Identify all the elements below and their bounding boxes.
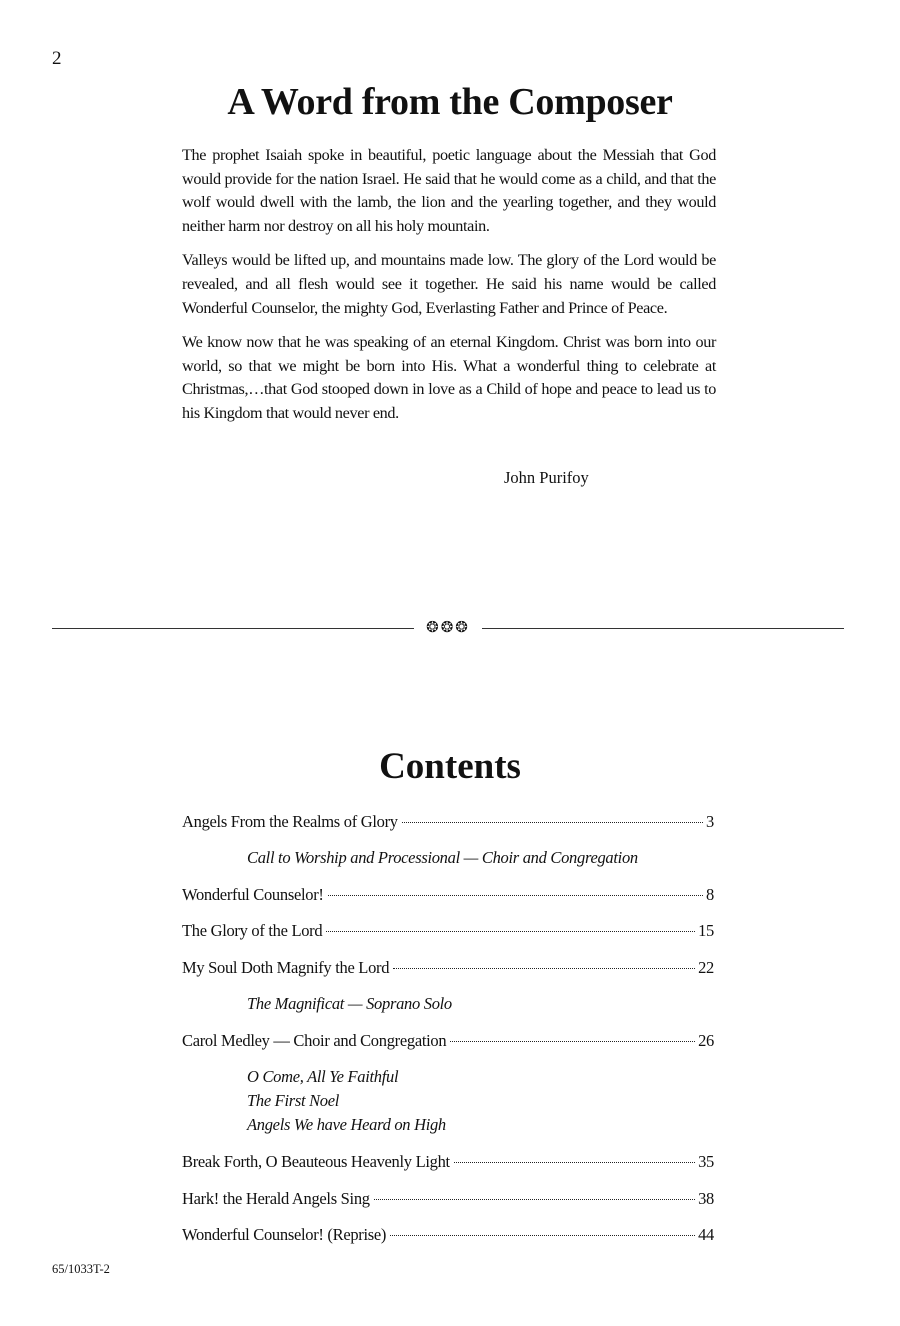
toc-leader-dots [402, 822, 703, 823]
contents-title: Contents [379, 746, 521, 787]
composer-word-body [182, 144, 716, 437]
toc-entry-title: Hark! the Herald Angels Sing [182, 1189, 370, 1208]
toc-subtitle: Angels We have Heard on High [247, 1115, 446, 1134]
toc-entry [182, 1031, 714, 1051]
page-number: 2 [52, 48, 62, 69]
toc-entry-title: Angels From the Realms of Glory [182, 812, 398, 831]
toc-entry [182, 885, 714, 905]
toc-entry-title: The Glory of the Lord [182, 921, 323, 940]
toc-entry [182, 921, 714, 941]
toc-entry [182, 1152, 714, 1172]
divider-line-left [52, 628, 414, 629]
composer-word-title: A Word from the Composer [227, 81, 673, 123]
toc-entry-page: 3 [706, 812, 714, 831]
toc-entry [182, 1189, 714, 1209]
toc-entry-page: 44 [698, 1225, 714, 1244]
divider-line-right [482, 628, 844, 629]
toc-subtitle: O Come, All Ye Faithful [247, 1067, 399, 1086]
toc-entry-title: Wonderful Counselor! [182, 885, 324, 904]
toc-entry-title: My Soul Doth Magnify the Lord [182, 958, 390, 977]
toc-entry [182, 958, 714, 978]
toc-entry-page: 15 [698, 921, 714, 940]
toc-leader-dots [326, 931, 695, 932]
intro-paragraph: We know now that he was speaking of an eternal Kingdom. Christ was born into our world, so that we might be born into His. What a wonderful thing to celebrate at Christmas,…that God stooped down in love as a Child of hope and peace to lead us to his Kingdom that would never end. [182, 333, 716, 422]
toc-entry-page: 8 [706, 885, 714, 904]
toc-subtitle: The Magnificat — Soprano Solo [247, 994, 452, 1013]
toc-entry [182, 812, 714, 832]
toc-leader-dots [393, 968, 695, 969]
toc-entry-page: 22 [698, 958, 714, 977]
intro-paragraph: The prophet Isaiah spoke in beautiful, poetic language about the Messiah that God would provide for the nation Israel. He said that he would come as a child, and that the wolf would dwell with the lamb, the lion and the yearling together, and they would neither harm nor destroy on all his holy mountain. [182, 146, 716, 235]
toc-entry-title: Break Forth, O Beauteous Heavenly Light [182, 1152, 450, 1171]
flower-ornament-icon: ❂❂❂ [426, 620, 470, 636]
toc-entry-page: 38 [698, 1189, 714, 1208]
toc-leader-dots [328, 895, 703, 896]
toc-subtitle: Call to Worship and Processional — Choir and Congregation [247, 848, 638, 867]
composer-signature: John Purifoy [504, 468, 589, 487]
toc-leader-dots [450, 1041, 695, 1042]
toc-leader-dots [374, 1199, 695, 1200]
toc-entry-page: 35 [698, 1152, 714, 1171]
toc-subtitle: The First Noel [247, 1091, 340, 1110]
toc-leader-dots [390, 1235, 695, 1236]
intro-paragraph: Valleys would be lifted up, and mountains made low. The glory of the Lord would be revealed, and all flesh would see it together. He said his name would be called Wonderful Counselor, the mighty God, Everlasting Father and Prince of Peace. [182, 251, 716, 317]
toc-entry-title: Carol Medley — Choir and Congregation [182, 1031, 447, 1050]
section-divider [52, 619, 844, 639]
toc-leader-dots [454, 1162, 695, 1163]
footer-code: 65/1033T-2 [52, 1262, 110, 1276]
toc-entry [182, 1225, 714, 1245]
toc-entry-title: Wonderful Counselor! (Reprise) [182, 1225, 387, 1244]
toc-entry-page: 26 [698, 1031, 714, 1050]
